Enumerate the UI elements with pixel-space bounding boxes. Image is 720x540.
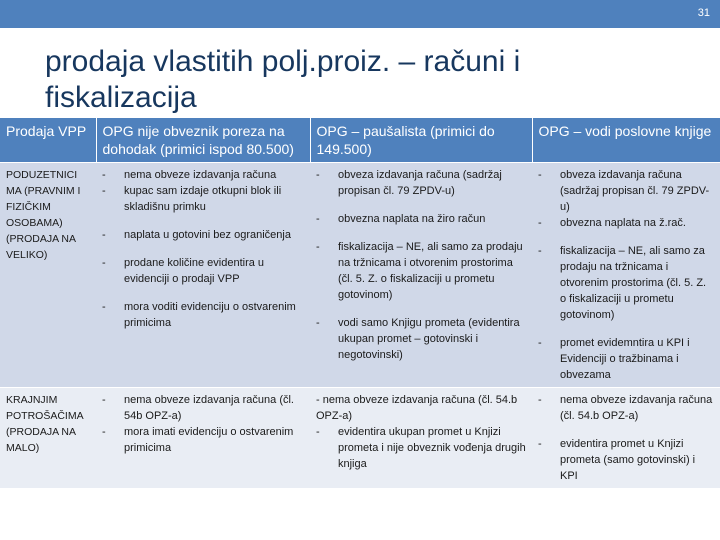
cell-row1-col3 — [532, 163, 720, 388]
list-item: - obveza izdavanja računa (sadržaj propisan čl. 79 ZPDV-u) — [316, 167, 526, 199]
table-header-row — [0, 118, 720, 163]
header-opg-pausalista: OPG – paušalista (primici do 149.500) — [310, 118, 532, 163]
list-item: - mora imati evidenciju o ostvarenim primicima — [102, 424, 304, 456]
header-opg-poslovne-knjige: OPG – vodi poslovne knjige — [532, 118, 720, 163]
cell-row2-col3 — [532, 388, 720, 489]
header-prodaja-vpp: Prodaja VPP — [0, 118, 96, 163]
comparison-table — [0, 118, 720, 488]
cell-row1-col1 — [96, 163, 310, 388]
header-opg-nije-obveznik: OPG nije obveznik poreza na dohodak (primici ispod 80.500) — [96, 118, 310, 163]
row-label-krajnjim-potrosacima: KRAJNJIM POTROŠAČIMA (PRODAJA NA MALO) — [0, 388, 96, 489]
list-item: - promet evidemntira u KPI i Evidenciji o tražbinama i obvezama — [538, 335, 714, 383]
row-label-poduzetnici: PODUZETNICI MA (PRAVNIM I FIZIČKIM OSOBAMA) (PRODAJA NA VELIKO) — [0, 163, 96, 388]
list-item: - nema obveze izdavanja računa (čl. 54b OPZ-a) — [102, 392, 304, 424]
list-item: - nema obveze izdavanja računa — [102, 167, 304, 183]
list-item: - prodane količine evidentira u evidenciji o prodaji VPP — [102, 255, 304, 287]
list-item: - vodi samo Knjigu prometa (evidentira ukupan promet – gotovinski i negotovinski) — [316, 315, 526, 363]
list-item: - obvezna naplata na ž.rač. — [538, 215, 714, 231]
list-item: - nema obveze izdavanja računa (čl. 54.b OPZ-a) — [538, 392, 714, 424]
table-row — [0, 163, 720, 388]
list-item: - kupac sam izdaje otkupni blok ili skladišnu primku — [102, 183, 304, 215]
page-title: prodaja vlastitih polj.proiz. – računi i fiskalizacija — [45, 45, 521, 114]
list-item: - evidentira promet u Knjizi prometa (samo gotovinski) i KPI — [538, 436, 714, 484]
page-number: 31 — [697, 7, 710, 19]
cell-row2-col2 — [310, 388, 532, 489]
cell-row2-col1 — [96, 388, 310, 489]
table-row — [0, 388, 720, 489]
top-bar — [0, 0, 720, 28]
list-item: - evidentira ukupan promet u Knjizi prometa i nije obveznik vođenja drugih knjiga — [316, 424, 526, 472]
list-item: - fiskalizacija – NE, ali samo za prodaju na tržnicama i otvorenim prostorima (čl. 5. Z. o fiskalizaciji u prometu gotovinom) — [316, 239, 526, 303]
list-item: - naplata u gotovini bez ograničenja — [102, 227, 304, 243]
list-item: - fiskalizacija – NE, ali samo za prodaju na tržnicama i otvorenim prostorima (čl. 5. Z. o fiskalizaciji u prometu gotovinom) — [538, 243, 714, 323]
list-item: - obvezna naplata na žiro račun — [316, 211, 526, 227]
list-item: - mora voditi evidenciju o ostvarenim primicima — [102, 299, 304, 331]
list-item: - obveza izdavanja računa (sadržaj propisan čl. 79 ZPDV-u) — [538, 167, 714, 215]
cell-row1-col2 — [310, 163, 532, 388]
cell-text: - nema obveze izdavanja računa (čl. 54.b OPZ-a) — [316, 394, 518, 422]
